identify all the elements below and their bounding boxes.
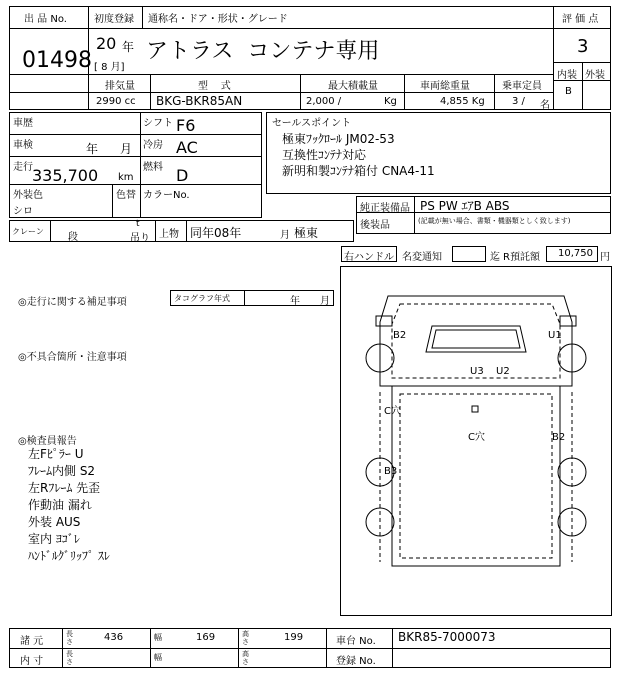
max-load-label: 最大積載量 xyxy=(328,81,378,92)
sales-point-line: 極東ﾌｯｸﾛｰﾙ JM02-53 xyxy=(282,132,395,146)
damage-mark-b2-top: B2 xyxy=(393,330,407,341)
max-load-unit: Kg xyxy=(384,96,397,107)
inspector-label: ◎検査員報告 xyxy=(18,436,77,447)
recycle-label: R預託額 xyxy=(503,252,540,263)
fuel-label: 燃料 xyxy=(143,162,163,173)
model: BKG-BKR85AN xyxy=(156,94,243,108)
aftermarket-note: (記載が無い場合、書類・機器類としく致します) xyxy=(418,217,571,225)
lot-no: 01498 xyxy=(22,48,92,73)
defects-label: ◎不具合箇所・注意事項 xyxy=(18,352,127,363)
damage-mark-c-left: C穴 xyxy=(384,406,401,417)
height: 199 xyxy=(284,632,304,643)
crane-label: クレーン xyxy=(12,227,44,236)
grade-label: 評 価 点 xyxy=(562,14,599,25)
supplement-label: ◎走行に関する補足事項 xyxy=(18,297,127,308)
inner-label: 内 寸 xyxy=(20,656,44,667)
deadline-label: 迄 xyxy=(490,252,500,263)
inspector-report xyxy=(28,446,110,565)
report-line: 外装 AUS xyxy=(28,515,81,529)
color: シロ xyxy=(13,206,33,217)
tacho-month-unit: 月 xyxy=(320,296,330,307)
model-label: 型 式 xyxy=(198,81,231,92)
name-change-label: 名変通知 xyxy=(402,252,442,263)
crane-stage-unit: 段 xyxy=(68,232,78,243)
crane-hang-unit: 吊り xyxy=(130,233,150,244)
reg-no-label: 登録 No. xyxy=(336,656,376,667)
displacement-label: 排気量 xyxy=(105,81,135,92)
inspection-label: 車検 xyxy=(13,140,33,151)
car-name-label: 通称名・ドア・形状・グレード xyxy=(148,14,288,25)
tacho-year-unit: 年 xyxy=(290,296,300,307)
sales-point-line: 互換性ｺﾝﾃﾅ対応 xyxy=(282,148,367,162)
height-label: 高さ xyxy=(242,630,249,646)
recycle-value: 10,750 xyxy=(558,248,593,259)
mileage: 335,700 xyxy=(32,166,99,185)
body-year: 同年08年 xyxy=(190,226,242,240)
shift-label: シフト xyxy=(143,118,173,129)
length: 436 xyxy=(104,632,124,643)
body-month-unit: 月 xyxy=(280,230,290,241)
details-block xyxy=(9,112,262,218)
chassis-number: BKR85-7000073 xyxy=(398,630,496,644)
max-load: 2,000 / xyxy=(306,96,342,107)
first-reg-label: 初度登録 xyxy=(94,14,134,25)
reg-month: [ 8 月] xyxy=(94,62,125,73)
sales-points-label: セールスポイント xyxy=(272,118,352,129)
ac: AC xyxy=(176,138,198,157)
car-name: アトラス コンテナ専用 xyxy=(146,39,380,64)
damage-mark-c-center: C穴 xyxy=(468,432,485,443)
reg-year-unit: 年 xyxy=(122,40,135,54)
color-label: 外装色 xyxy=(13,190,43,201)
chassis-label: 車台 No. xyxy=(336,636,376,647)
mileage-unit: km xyxy=(118,172,134,183)
inner-width-label: 幅 xyxy=(154,653,162,662)
interior-grade: B xyxy=(565,86,572,97)
reg-year: 20 xyxy=(96,34,117,53)
name-change-box xyxy=(452,246,486,262)
color-code-label: カラーNo. xyxy=(143,190,190,201)
damage-mark-u3: U3 xyxy=(470,366,484,377)
gross-weight: 4,855 Kg xyxy=(440,96,485,107)
gross-weight-label: 車両総重量 xyxy=(420,81,470,92)
report-line: 左Fﾋﾟﾗｰ U xyxy=(28,447,84,461)
color-no-label: 色替 xyxy=(116,190,136,201)
equipment-value: PS PW ｴｱB ABS xyxy=(420,199,510,213)
handle-type: 右ハンドル xyxy=(344,252,394,263)
crane-ton-unit: t xyxy=(136,219,140,229)
shift: F6 xyxy=(176,116,196,135)
grade: 3 xyxy=(577,36,589,57)
interior-label: 内装 xyxy=(557,70,577,81)
body-maker: 極東 xyxy=(294,226,319,240)
capacity: 3 / xyxy=(512,96,525,107)
history-label: 車歴 xyxy=(13,118,33,129)
length-label: 長さ xyxy=(66,630,73,646)
recycle-unit: 円 xyxy=(600,252,610,263)
displacement: 2990 cc xyxy=(96,96,136,107)
sales-point-line: 新明和製ｺﾝﾃﾅ箱付 CNA4-11 xyxy=(282,164,435,178)
report-line: 室内 ﾖｺﾞﾚ xyxy=(28,532,80,546)
report-line: ﾊﾝﾄﾞﾙｸﾞﾘｯﾌﾟ ｽﾚ xyxy=(28,549,110,563)
exterior-label: 外装 xyxy=(585,70,605,81)
damage-mark-u1: U1 xyxy=(548,330,562,341)
damage-mark-b2-right: B2 xyxy=(552,432,566,443)
tacho-label: タコグラフ年式 xyxy=(174,294,230,303)
report-line: 作動油 漏れ xyxy=(28,498,92,512)
damage-mark-u2: U2 xyxy=(496,366,510,377)
inner-length-label: 長さ xyxy=(66,650,73,666)
fuel: D xyxy=(176,166,189,185)
damage-mark-b3: B3 xyxy=(384,466,398,477)
inspection-year-unit: 年 xyxy=(86,142,99,156)
mileage-label: 走行 xyxy=(13,162,33,173)
inner-height-label: 高さ xyxy=(242,650,249,666)
report-line: ﾌﾚｰﾑ内側 S2 xyxy=(28,464,96,478)
equipment-label: 純正装備品 xyxy=(360,203,410,214)
width-label: 幅 xyxy=(154,633,162,642)
capacity-label: 乗車定員 xyxy=(502,81,542,92)
report-line: 左Rﾌﾚｰﾑ 先歪 xyxy=(28,481,101,495)
aftermarket-label: 後装品 xyxy=(360,220,390,231)
capacity-unit: 名 xyxy=(540,100,550,111)
lot-no-label: 出 品 No. xyxy=(24,14,67,25)
inspection-month-unit: 月 xyxy=(120,142,133,156)
width: 169 xyxy=(196,632,216,643)
body-label: 上物 xyxy=(159,229,179,240)
ac-label: 冷房 xyxy=(143,140,163,151)
dims-label: 諸 元 xyxy=(20,636,44,647)
